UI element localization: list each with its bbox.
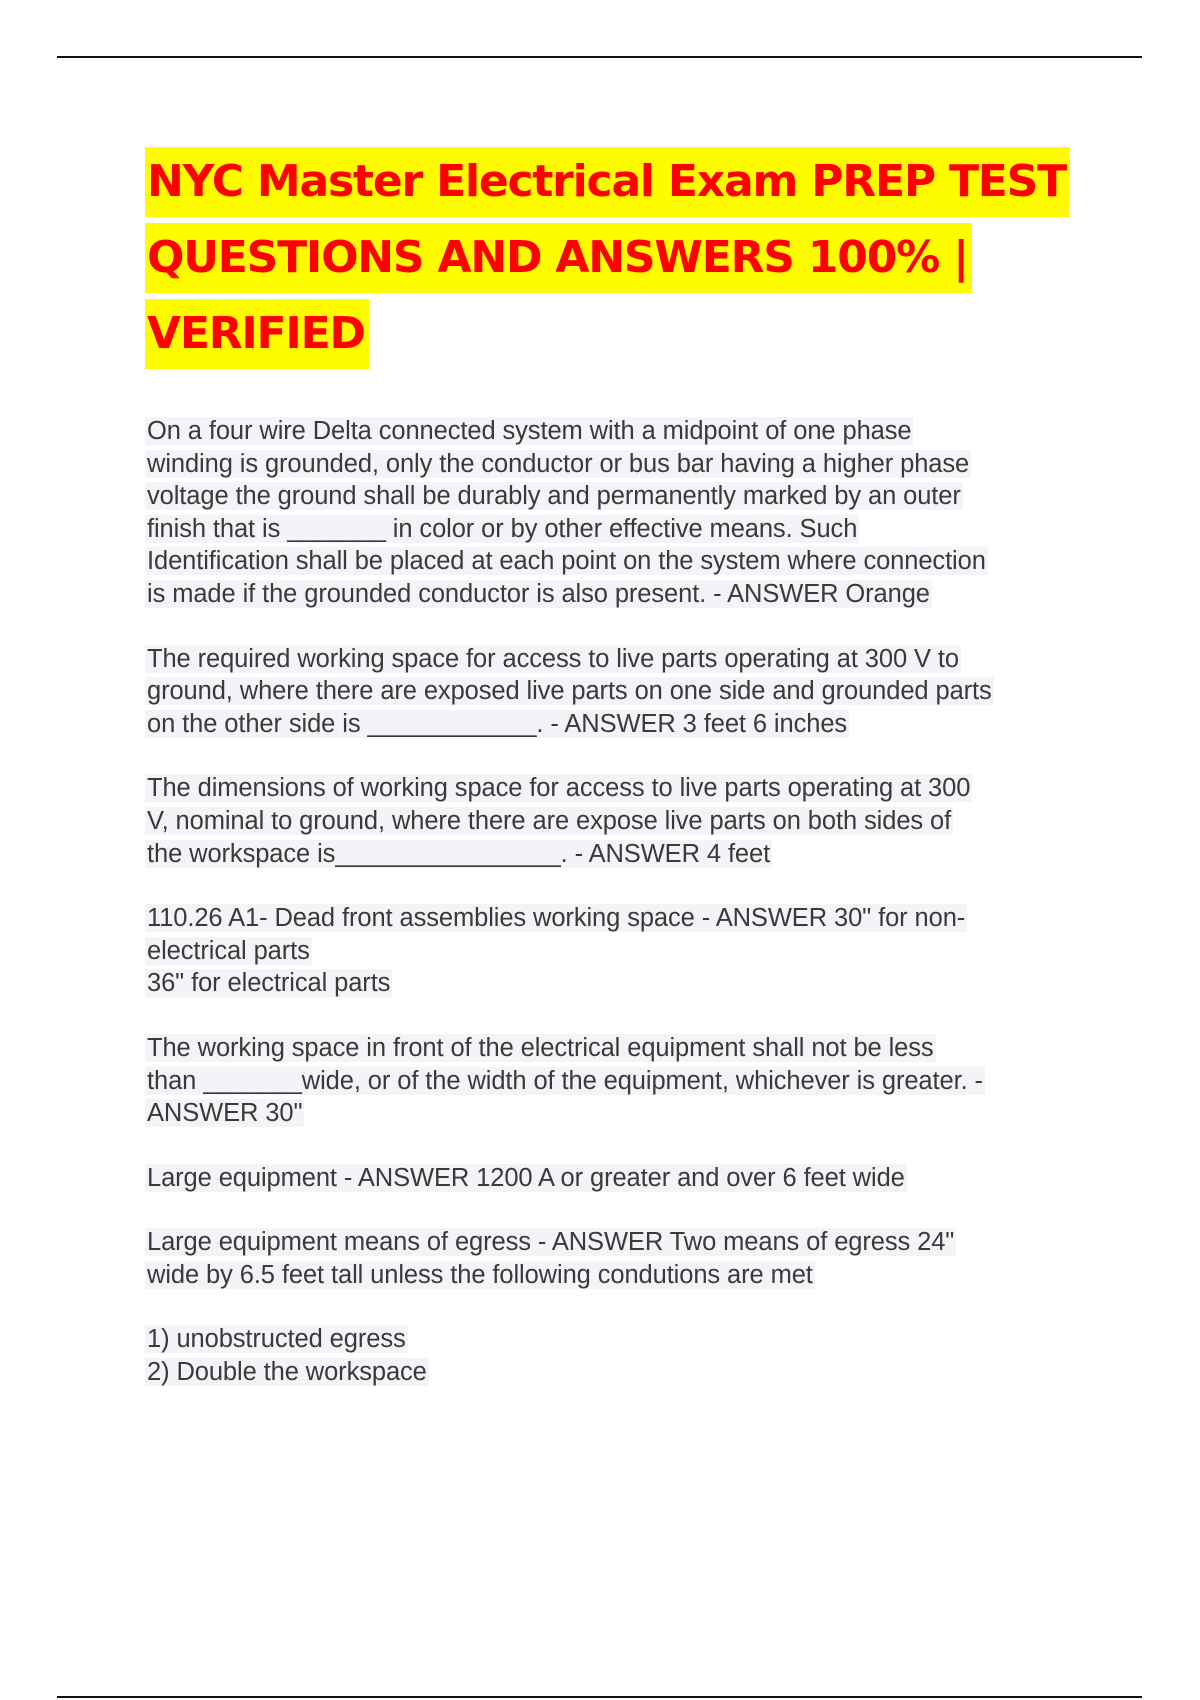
qa-line: on the other side is ____________. - ANSWER 3 feet 6 inches: [147, 709, 848, 738]
qa-line: the workspace is________________. - ANSWER 4 feet: [147, 839, 771, 868]
qa-line: than _______wide, or of the width of the equipment, whichever is greater. -: [147, 1066, 983, 1095]
qa-line: Large equipment means of egress - ANSWER Two means of egress 24": [147, 1228, 955, 1257]
title-line: VERIFIED: [145, 299, 369, 369]
qa-item: [145, 772, 1095, 870]
qa-line: winding is grounded, only the conductor or bus bar having a higher phase: [147, 449, 970, 478]
qa-line: The dimensions of working space for access to live parts operating at 300: [147, 774, 971, 803]
qa-item: [145, 1323, 1095, 1388]
qa-line: 2) Double the workspace: [147, 1358, 427, 1387]
qa-list: [145, 415, 1095, 1421]
title-line: QUESTIONS AND ANSWERS 100% |: [145, 223, 972, 293]
qa-line: ground, where there are exposed live parts on one side and grounded parts: [147, 677, 992, 706]
qa-item: [145, 1162, 1095, 1195]
title-line: NYC Master Electrical Exam PREP TEST: [145, 147, 1070, 217]
qa-line: ANSWER 30": [147, 1099, 303, 1128]
qa-line: is made if the grounded conductor is also present. - ANSWER Orange: [147, 579, 930, 608]
qa-line: The working space in front of the electrical equipment shall not be less: [147, 1033, 934, 1062]
qa-line: wide by 6.5 feet tall unless the following condutions are met: [147, 1260, 813, 1289]
qa-item: [145, 415, 1095, 611]
document-title: [145, 145, 1075, 373]
top-rule: [57, 56, 1142, 58]
qa-line: The required working space for access to live parts operating at 300 V to: [147, 644, 959, 673]
bottom-rule: [57, 1696, 1142, 1698]
qa-line: On a four wire Delta connected system with a midpoint of one phase: [147, 417, 912, 445]
qa-line: voltage the ground shall be durably and permanently marked by an outer: [147, 482, 961, 511]
qa-line: finish that is _______ in color or by other effective means. Such: [147, 514, 858, 543]
qa-line: 110.26 A1- Dead front assemblies working space - ANSWER 30" for non-: [147, 904, 966, 933]
qa-item: [145, 1032, 1095, 1130]
qa-line: Large equipment - ANSWER 1200 A or greater and over 6 feet wide: [147, 1163, 905, 1192]
qa-item: [145, 1226, 1095, 1291]
qa-line: 1) unobstructed egress: [147, 1325, 406, 1354]
qa-item: [145, 643, 1095, 741]
qa-line: V, nominal to ground, where there are expose live parts on both sides of: [147, 806, 952, 835]
qa-line: electrical parts: [147, 936, 310, 965]
qa-line: Identification shall be placed at each point on the system where connection: [147, 547, 986, 576]
qa-line: 36" for electrical parts: [147, 969, 391, 998]
qa-item: [145, 902, 1095, 1000]
